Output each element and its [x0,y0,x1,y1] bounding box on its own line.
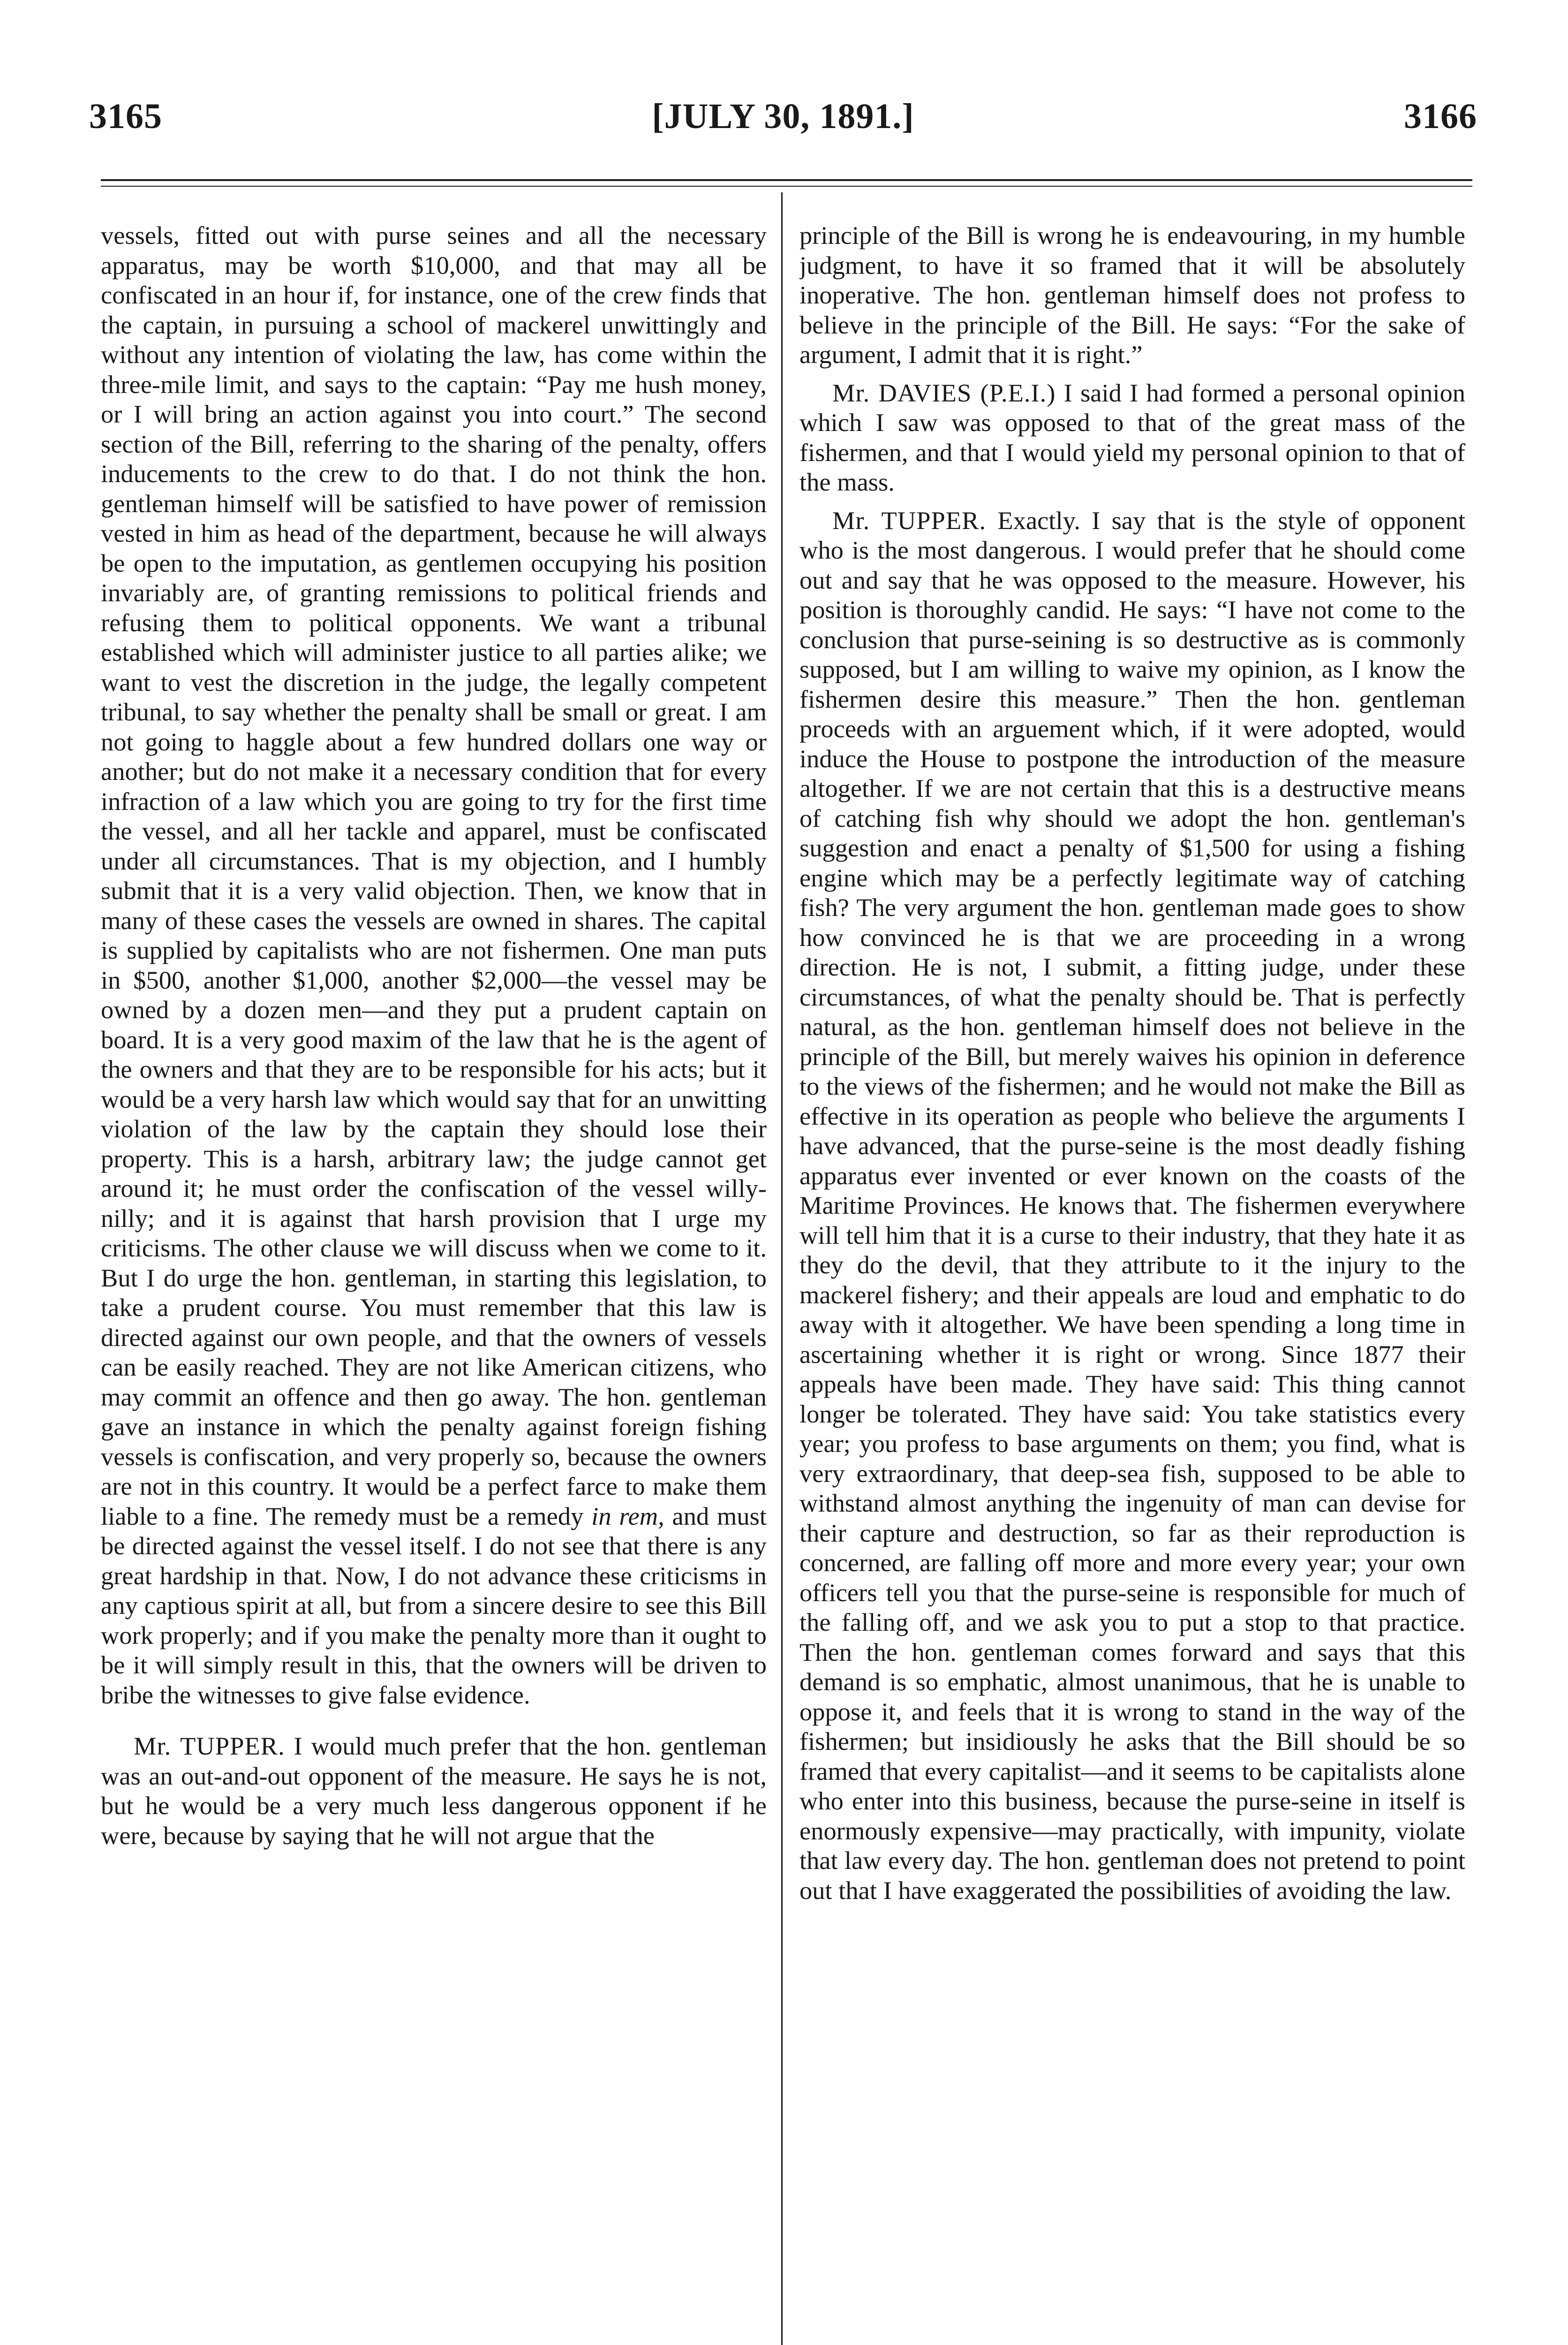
speaker-name: Mr. TUPPER. [134,1732,285,1760]
page-number-left: 3165 [89,97,162,136]
left-paragraph-1: vessels, fitted out with purse seines and all the necessary apparatus, may be worth $10,000, and that may all be confiscated in an hour if, for instance, one of the crew finds that the captain, in pursuing a school of mackerel unwittingly and without any intention of violating the law, has come within the three-mile limit, and says to the captain: “Pay me hush money, or I will bring an action against you into court.” The second section of the Bill, referring to the sharing of the penalty, offers inducements to the crew to do that. I do not think the hon. gentleman himself will be satisfied to have power of remission vested in him as head of the department, because he will always be open to the imputation, as gentlemen occupying his position invariably are, of granting remissions to political friends and refusing them to political opponents. We want a tribunal established which will administer justice to all parties alike; we want to vest the discretion in the judge, the legally competent tribunal, to say whether the penalty shall be small or great. I am not going to haggle about a few hundred dollars one way or another; but do not make it a necessary condition that for every infraction of a law which you are going to try for the first time the vessel, and all her tackle and apparel, must be confiscated under all circumstances. That is my objection, and I humbly submit that it is a very valid objection. Then, we know that in many of these cases the vessels are owned in shares. The capital is supplied by capitalists who are not fishermen. One man puts in $500, another $1,000, another $2,000—the vessel may be owned by a dozen men—and they put a prudent captain on board. It is a very good maxim of the law that he is the agent of the owners and that they are to be responsible for his acts; but it would be a very harsh law which would say that for an unwitting violation of the law by the captain they should lose their property. This is a harsh, arbitrary law; the judge cannot get around it; he must order the confiscation of the vessel willy-nilly; and it is against that harsh provision that I urge my criticisms. The other clause we will discuss when we come to it. But I do urge the hon. gentleman, in starting this legislation, to take a prudent course. You must remember that this law is directed against our own people, and that the owners of vessels can be easily reached. They are not like American citizens, who may commit an offence and then go away. The hon. gentleman gave an instance in which the penalty against foreign fishing vessels is confiscation, and very properly so, because the owners are not in this country. It would be a perfect farce to make them liable to a fine. The remedy must be a remedy in rem, and must be directed against the vessel itself. I do not see that there is any great hardship in that. Now, I do not advance these criticisms in any captious spirit at all, but from a sincere desire to see this Bill work properly; and if you make the penalty more than it ought to be it will simply result in this, that the owners will be driven to bribe the witnesses to give false evidence. [101,221,767,1709]
speaker-name: Mr. DAVIES (P.E.I.) [832,378,1056,407]
right-column [799,220,1465,2345]
right-paragraph-3: Mr. TUPPER. Exactly. I say that is the style of opponent who is the most dangerous. I would prefer that he should come out and say that he was opposed to the measure. However, his position is thoroughly candid. He says: “I have not come to the conclusion that purse-seining is so destructive as is commonly supposed, but I am willing to waive my opinion, as I know the fishermen desire this measure.” Then the hon. gentleman proceeds with an arguement which, if it were adopted, would induce the House to postpone the introduction of the measure altogether. If we are not certain that this is a destructive means of catching fish why should we adopt the hon. gentleman's suggestion and enact a penalty of $1,500 for using a fishing engine which may be a perfectly legitimate way of catching fish? The very argument the hon. gentleman made goes to show how convinced he is that we are proceeding in a wrong direction. He is not, I submit, a fitting judge, under these circumstances, of what the penalty should be. That is perfectly natural, as the hon. gentleman himself does not believe in the principle of the Bill, but merely waives his opinion in deference to the views of the fishermen; and he would not make the Bill as effective in its operation as people who believe the arguments I have advanced, that the purse-seine is the most deadly fishing apparatus ever invented or ever known on the coasts of the Maritime Provinces. He knows that. The fishermen everywhere will tell him that it is a curse to their industry, that they hate it as they do the devil, that they attribute to it the injury to the mackerel fishery; and their appeals are loud and emphatic to do away with it altogether. We have been spending a long time in ascertaining whether it is right or wrong. Since 1877 their appeals have been made. They have said: This thing cannot longer be tolerated. They have said: You take statistics every year; you profess to base arguments on them; you find, what is very extraordinary, that deep-sea fish, supposed to be able to withstand almost anything the ingenuity of man can devise for their capture and destruction, so far as their reproduction is concerned, are falling off more and more every year; your own officers tell you that the purse-seine is responsible for much of the falling off, and we ask you to put a stop to that practice. Then the hon. gentleman comes forward and says that this demand is so emphatic, almost unanimous, that he is unable to oppose it, and feels that it is wrong to stand in the way of the fishermen; but insidiously he asks that the Bill should be so framed that every capitalist—and it seems to be capitalists alone who enter into this business, because the purse-seine in itself is enormously expensive—may practically, with impunity, violate that law every day. The hon. gentleman does not pretend to point out that I have exaggerated the possibilities of avoiding the law. [799,506,1465,1905]
left-column [101,220,767,2345]
page-header [89,96,1477,148]
left-paragraph-2: Mr. TUPPER. I would much prefer that the hon. gentleman was an out-and-out opponent of the measure. He says he is not, but he would be a very much less dangerous opponent if he were, because by saying that he will not argue that the [101,1732,767,1850]
header-rule-thin [101,186,1472,187]
latin-phrase: in rem, [591,1501,664,1530]
speaker-name: Mr. TUPPER. [832,506,987,535]
page-number-right: 3166 [1404,97,1477,136]
right-paragraph-1: principle of the Bill is wrong he is endeavouring, in my humble judgment, to have it so framed that it will be absolutely inoperative. The hon. gentleman himself does not profess to believe in the principle of the Bill. He says: “For the sake of argument, I admit that it is right.” [799,221,1465,369]
column-divider [781,192,783,2345]
right-paragraph-2: Mr. DAVIES (P.E.I.) I said I had formed a personal opinion which I saw was opposed to that of the great mass of the fishermen, and that I would yield my personal opinion to that of the mass. [799,378,1465,496]
header-rule-thick [101,179,1472,181]
page-date: [JULY 30, 1891.] [652,97,914,136]
